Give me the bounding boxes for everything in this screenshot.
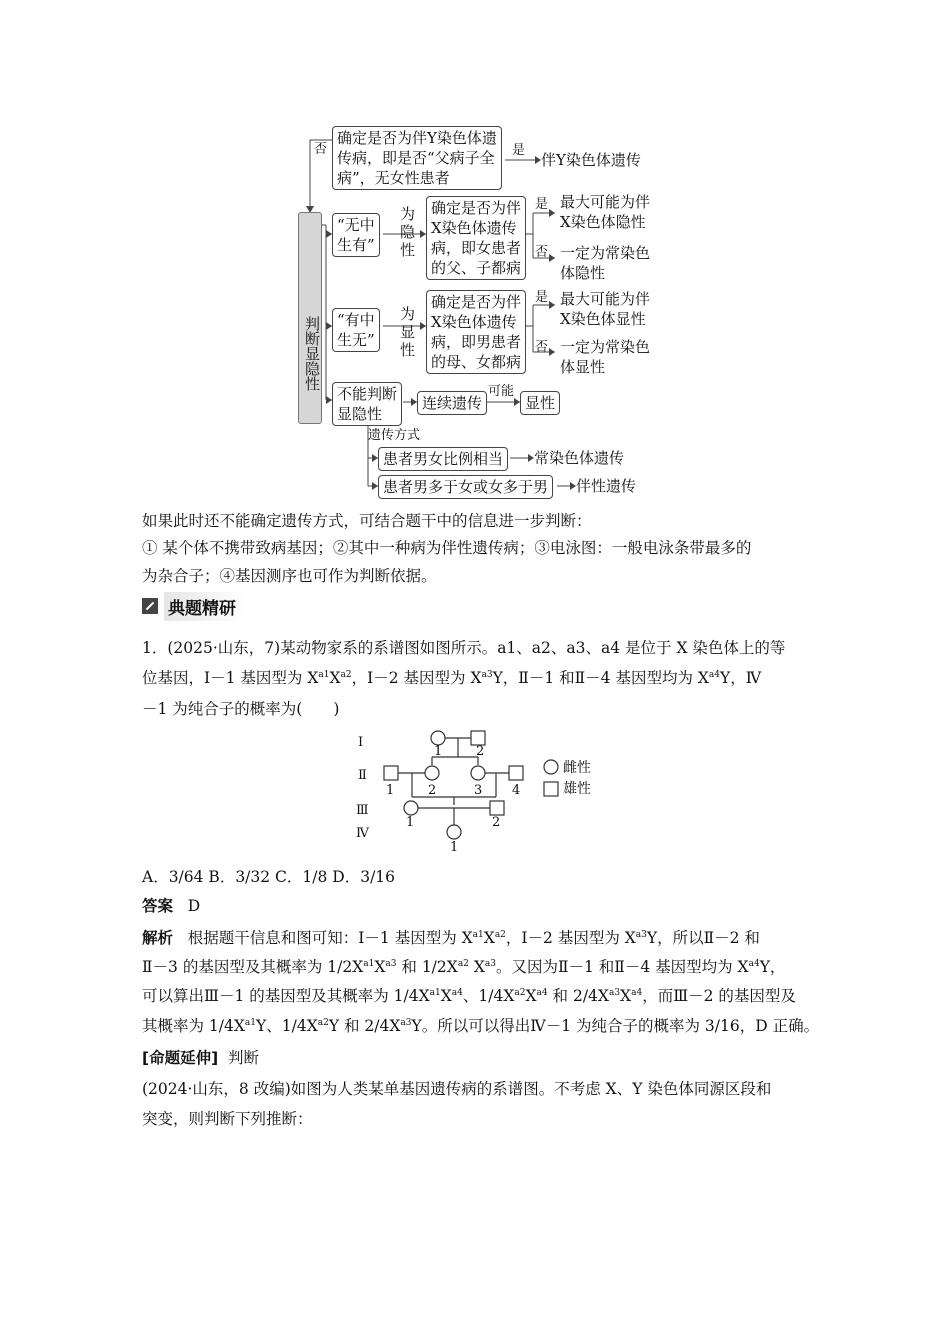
dominant-result-box: 显性 [520,391,560,415]
no-label: 否 [535,340,549,355]
answer-options: A．3/64 B．3/32 C．1/8 D．3/16 [142,868,396,886]
you-zhong-sheng-wu-box: “有中 生无” [332,308,380,352]
id-II-1: 1 [386,783,395,798]
answer-line: 答案 D [142,897,201,915]
male-I-2 [471,731,485,745]
question-line-1: 1．(2025·山东，7)某动物家系的系谱图如图所示。a1、a2、a3、a4 是位于 X 染色体上的等 [142,639,786,657]
yes-label: 是 [512,143,526,158]
question-line-2: 位基因，Ⅰ－1 基因型为 $X^{a1}X^{a2}$，Ⅰ－2 基因型为 $X^{a3}Y$，Ⅱ－1 和Ⅱ－4 基因型均为 $X^{a4}Y$，Ⅳ [142,669,762,687]
x-recessive-no: 一定为常染色 体隐性 [560,244,651,282]
male-II-4 [509,766,523,780]
x-dominant-yes: 最大可能为伴 X染色体显性 [560,290,651,328]
id-I-1: 1 [434,744,443,759]
analysis-line-4: 其概率为 $1/4X^{a1}Y$、$1/4X^{a2}Y$ 和 $2/4X^{a3}Y$。所以可以得出Ⅳ－1 为纯合子的概率为 3/16，D 正确。 [142,1017,820,1035]
id-II-2: 2 [428,783,437,798]
analysis-line-2: Ⅱ－3 的基因型及其概率为 $1/2X^{a1}X^{a3}$ 和 $1/2X^{a2}$ $X^{a3}$。又因为Ⅱ－1 和Ⅱ－4 基因型均为 $X^{a4}Y$， [142,958,786,976]
extension-line-1: (2024·山东，8 改编)如图为人类某单基因遗传病的系谱图。不考虑 X、Y 染色体同源区段和 [142,1080,772,1098]
question-line-3: －1 为纯合子的概率为( ) [142,700,340,718]
section-header [142,593,246,619]
extension-heading: [命题延伸] 判断 [142,1049,260,1067]
recessive-label: 为 隐 性 [400,205,416,259]
gen-I: Ⅰ [358,735,364,750]
legend-male-icon [544,782,558,796]
dominant-label: 为 显 性 [400,305,416,359]
mode-label: 遗传方式 [368,428,421,443]
id-IV-1: 1 [450,840,459,855]
female-II-3 [471,766,485,780]
section-title: 典题精研 [164,592,246,621]
no-label: 否 [314,142,328,157]
female-IV-1 [447,825,461,839]
female-I-1 [431,731,445,745]
x-recessive-yes: 最大可能为伴 X染色体隐性 [560,193,651,231]
judge-dominance-label: 判断显隐性 [298,212,322,424]
female-III-1 [404,801,418,815]
id-I-2: 2 [476,744,485,759]
intro-line-1: 如果此时还不能确定遗传方式，可结合题干中的信息进一步判断： [142,512,592,530]
legend-female: 雌性 [563,760,591,776]
male-II-1 [384,766,398,780]
intro-line-2: ① 某个体不携带致病基因；②其中一种病为伴性遗传病；③电泳图：一般电泳条带最多的 [142,539,752,557]
wu-zhong-sheng-you-box: “无中 生有” [332,213,380,257]
female-II-2 [425,766,439,780]
no-label: 否 [535,245,549,260]
pencil-icon [142,598,158,614]
legend-male: 雄性 [563,781,591,797]
extension-line-2: 突变，则判断下列推断： [142,1110,313,1128]
equal-ratio-box: 患者男女比例相当 [378,447,508,471]
id-III-1: 1 [406,815,415,830]
yes-label: 是 [535,290,549,305]
y-linked-check-box: 确定是否为伴Y染色体遗 传病，即是否“父病子全 病”，无女性患者 [332,126,502,190]
analysis-line-3: 可以算出Ⅲ－1 的基因型及其概率为 $1/4X^{a1}X^{a4}$、$1/4X^{a2}X^{a4}$ 和 $2/4X^{a3}X^{a4}$，而Ⅲ－2 的基因型及 [142,987,796,1005]
id-II-3: 3 [474,783,483,798]
continuous-box: 连续遗传 [417,391,487,415]
autosomal-result: 常染色体遗传 [534,449,625,467]
undetermined-box: 不能判断 显隐性 [332,382,402,426]
analysis-line-1: 解析 根据题干信息和图可知：Ⅰ－1 基因型为 $X^{a1}X^{a2}$，Ⅰ－2 基因型为 $X^{a3}Y$，所以Ⅱ－2 和 [142,929,760,947]
x-dominant-check-box: 确定是否为伴 X染色体遗传 病，即男患者 的母、女都病 [426,290,526,374]
yes-label: 是 [535,197,549,212]
gen-III: Ⅲ [356,803,369,818]
unequal-ratio-box: 患者男多于女或女多于男 [378,475,553,499]
id-II-4: 4 [512,783,521,798]
intro-line-3: 为杂合子；④基因测序也可作为判断依据。 [142,567,437,585]
y-linked-result: 伴Y染色体遗传 [541,151,641,169]
sexlinked-result: 伴性遗传 [576,477,637,495]
x-dominant-no: 一定为常染色 体显性 [560,338,651,376]
possible-label: 可能 [488,384,515,399]
gen-IV: Ⅳ [356,826,369,841]
male-III-2 [490,801,504,815]
x-recessive-check-box: 确定是否为伴 X染色体遗传 病，即女患者 的父、子都病 [426,196,526,280]
legend-female-icon [544,760,558,774]
gen-II: Ⅱ [358,768,367,783]
id-III-2: 2 [492,815,501,830]
